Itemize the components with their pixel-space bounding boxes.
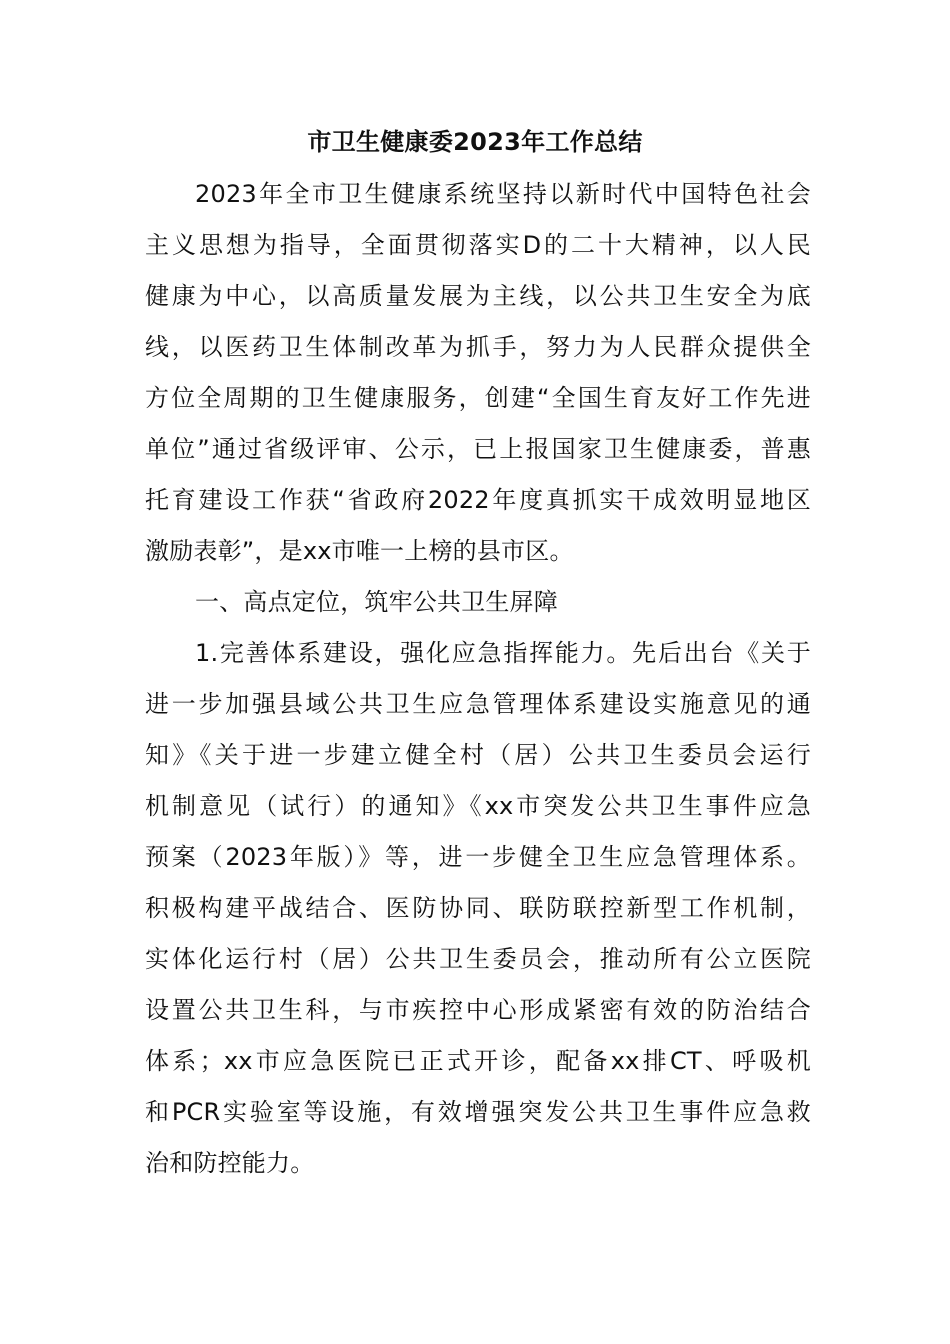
paragraph-line: 托育建设工作获“省政府2022年度真抓实干成效明显地区: [145, 486, 811, 514]
paragraph-line: 健康为中心，以高质量发展为主线，以公共卫生安全为底: [145, 282, 811, 310]
paragraph-line: 1.完善体系建设，强化应急指挥能力。先后出台《关于: [195, 639, 811, 667]
paragraph-line: 方位全周期的卫生健康服务，创建“全国生育友好工作先进: [145, 384, 811, 412]
paragraph-line: 主义思想为指导，全面贯彻落实D的二十大精神，以人民: [145, 231, 811, 259]
paragraph-line: 2023年全市卫生健康系统坚持以新时代中国特色社会: [195, 180, 811, 208]
paragraph-line: 线，以医药卫生体制改革为抓手，努力为人民群众提供全: [145, 333, 811, 361]
paragraph-line: 和PCR实验室等设施，有效增强突发公共卫生事件应急救: [145, 1098, 811, 1126]
paragraph-line: 积极构建平战结合、医防协同、联防联控新型工作机制，: [145, 894, 811, 922]
document-body: [145, 169, 811, 1189]
paragraph-line: 激励表彰”，是xx市唯一上榜的县市区。: [145, 537, 574, 565]
paragraph-line: 实体化运行村（居）公共卫生委员会，推动所有公立医院: [145, 945, 811, 973]
paragraph-line: 进一步加强县域公共卫生应急管理体系建设实施意见的通: [145, 690, 811, 718]
document-title: 市卫生健康委2023年工作总结: [307, 128, 643, 156]
paragraph-line: 设置公共卫生科，与市疾控中心形成紧密有效的防治结合: [145, 996, 811, 1024]
paragraph-line: 机制意见（试行）的通知》《xx市突发公共卫生事件应急: [145, 792, 811, 820]
paragraph-line: 预案（2023年版）》等，进一步健全卫生应急管理体系。: [145, 843, 811, 871]
paragraph-line: 单位”通过省级评审、公示，已上报国家卫生健康委，普惠: [145, 435, 811, 463]
paragraph-line: 体系；xx市应急医院已正式开诊，配备xx排CT、呼吸机: [145, 1047, 811, 1075]
section-heading: 一、高点定位，筑牢公共卫生屏障: [195, 588, 558, 616]
paragraph-line: 治和防控能力。: [145, 1149, 315, 1177]
paragraph-line: 知》《关于进一步建立健全村（居）公共卫生委员会运行: [145, 741, 811, 769]
